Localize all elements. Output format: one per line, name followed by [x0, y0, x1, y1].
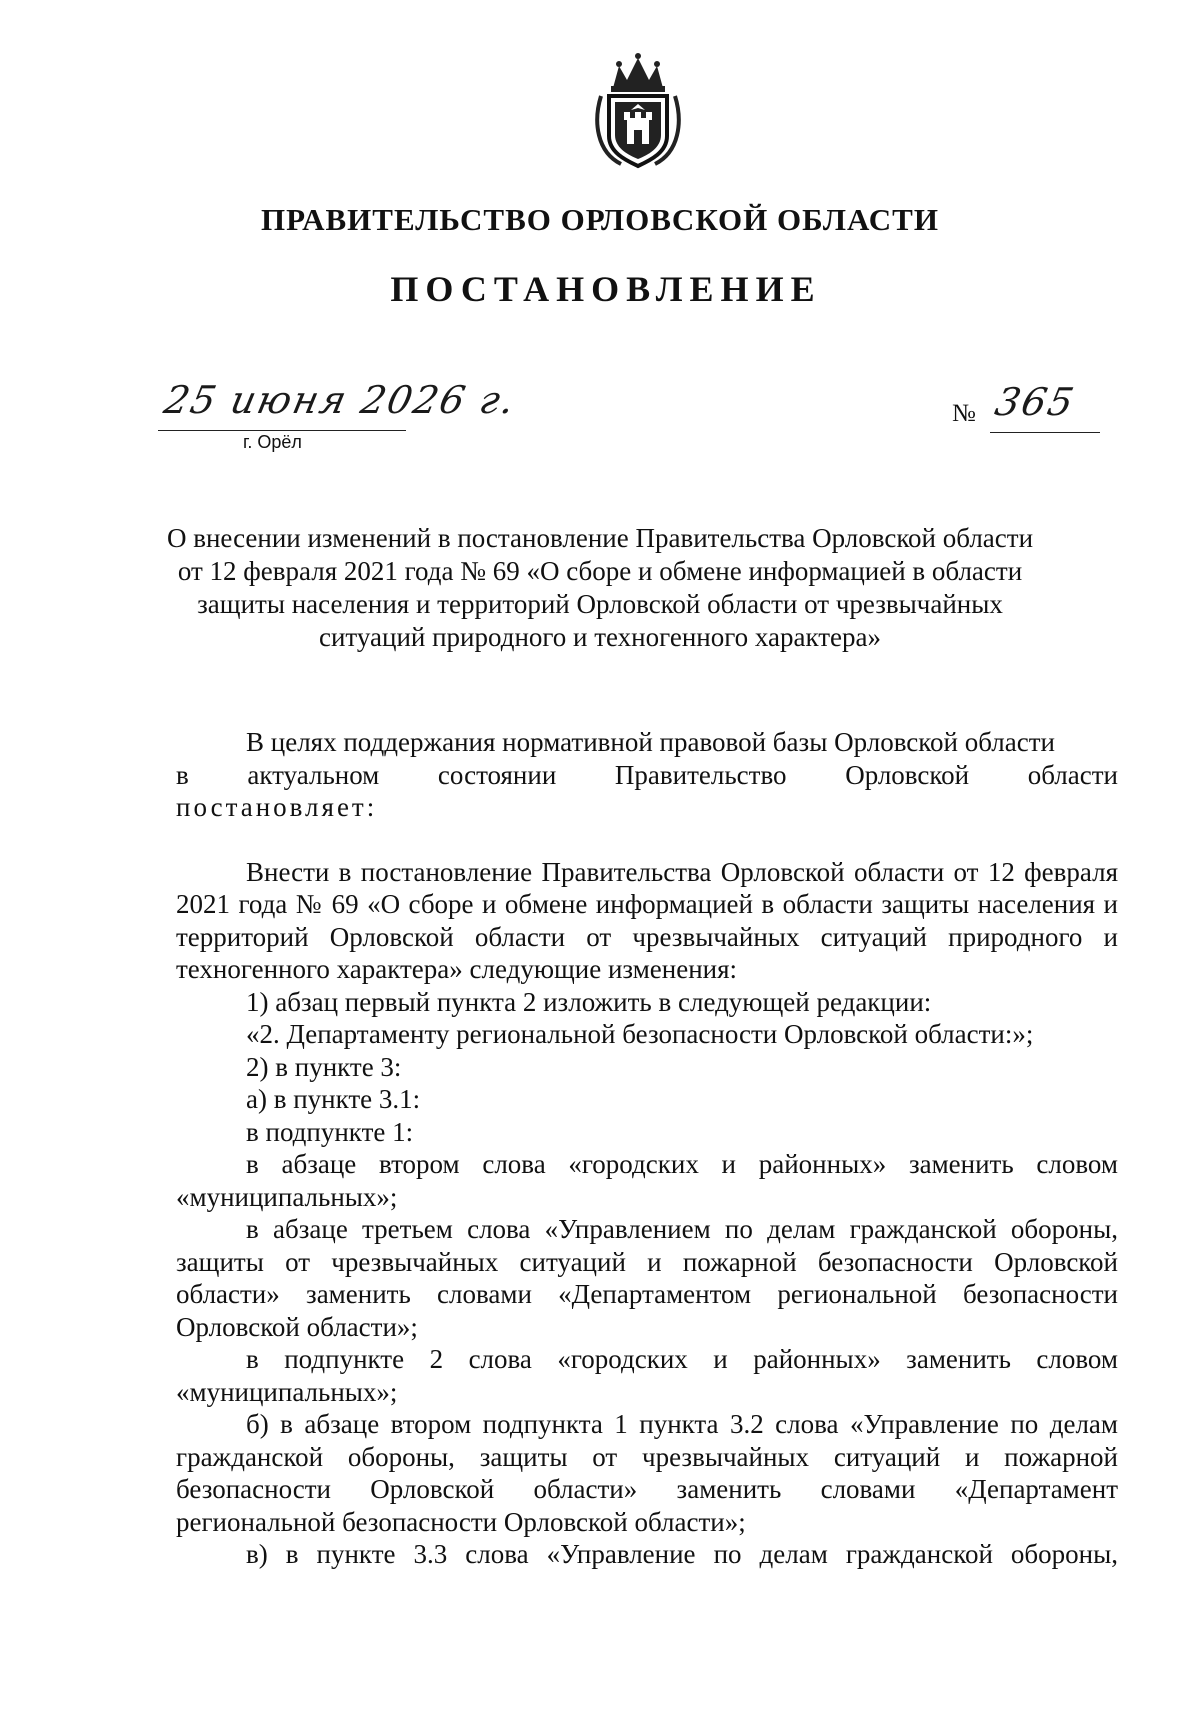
amendment-item: в подпункте 2 слова «городских и районных» заменить словом «муниципальных»;: [176, 1344, 1118, 1407]
main-paragraph: Внести в постановление Правительства Орловской области от 12 февраля 2021 года № 69 «О сборе и обмене информацией в области защиты населения и территорий Орловской области от чрезвычайных ситуаций природного и техногенного характера» следующие изменения:: [176, 856, 1118, 984]
amendment-item: в абзаце втором слова «городских и районных» заменить словом «муниципальных»;: [176, 1149, 1118, 1212]
subject-line: защиты населения и территорий Орловской области от чрезвычайных: [197, 589, 1003, 619]
coat-of-arms-emblem: [591, 52, 685, 170]
amendment-item: в подпункте 1:: [246, 1116, 414, 1147]
subject-line: О внесении изменений в постановление Правительства Орловской области: [166, 523, 1034, 553]
amendment-item: «2. Департаменту региональной безопасности Орловской области:»;: [246, 1019, 1034, 1049]
number-underline: [990, 432, 1100, 433]
number-sign: №: [952, 400, 976, 427]
subject-line: от 12 февраля 2021 года № 69 «О сборе и обмене информацией в области: [177, 556, 1023, 586]
preamble-line-2: в актуальном состоянии Правительство Орловской области: [176, 759, 1118, 790]
amendment-item: 1) абзац первый пункта 2 изложить в следующей редакции:: [246, 986, 932, 1017]
amendment-item: б) в абзаце втором подпункта 1 пункта 3.2 слова «Управление по делам гражданской обороны, защиты от чрезвычайных ситуаций и пожарной безопасности Орловской области» заменить словами «Департамент региональной безопасности Орловской области»;: [176, 1409, 1118, 1537]
amendment-item-continued: в) в пункте 3.3 слова «Управление по делам гражданской обороны,: [246, 1539, 1118, 1569]
preamble-decision: постановляет:: [176, 792, 378, 822]
subject-line: ситуаций природного и техногенного характера»: [318, 622, 882, 652]
document-subject: [150, 522, 1050, 654]
date-underline: [158, 430, 406, 431]
amendment-item: а) в пункте 3.1:: [246, 1084, 421, 1114]
city-label: г. Орёл: [243, 432, 302, 452]
document-body: [176, 726, 1118, 1571]
handwritten-number: 365: [991, 380, 1080, 424]
amendment-item: в абзаце третьем слова «Управлением по делам гражданской обороны, защиты от чрезвычайных ситуаций и пожарной безопасности Орловской области» заменить словами «Департаментом региональной безопасности Орловской области»;: [176, 1214, 1118, 1342]
amendment-item: 2) в пункте 3:: [246, 1051, 402, 1082]
preamble-line-1: В целях поддержания нормативной правовой базы Орловской области: [246, 727, 1055, 757]
document-type-title: ПОСТАНОВЛЕНИЕ: [390, 269, 822, 309]
handwritten-date: 25 июня 2026 г.: [160, 378, 521, 422]
organization-title: ПРАВИТЕЛЬСТВО ОРЛОВСКОЙ ОБЛАСТИ: [261, 202, 939, 237]
